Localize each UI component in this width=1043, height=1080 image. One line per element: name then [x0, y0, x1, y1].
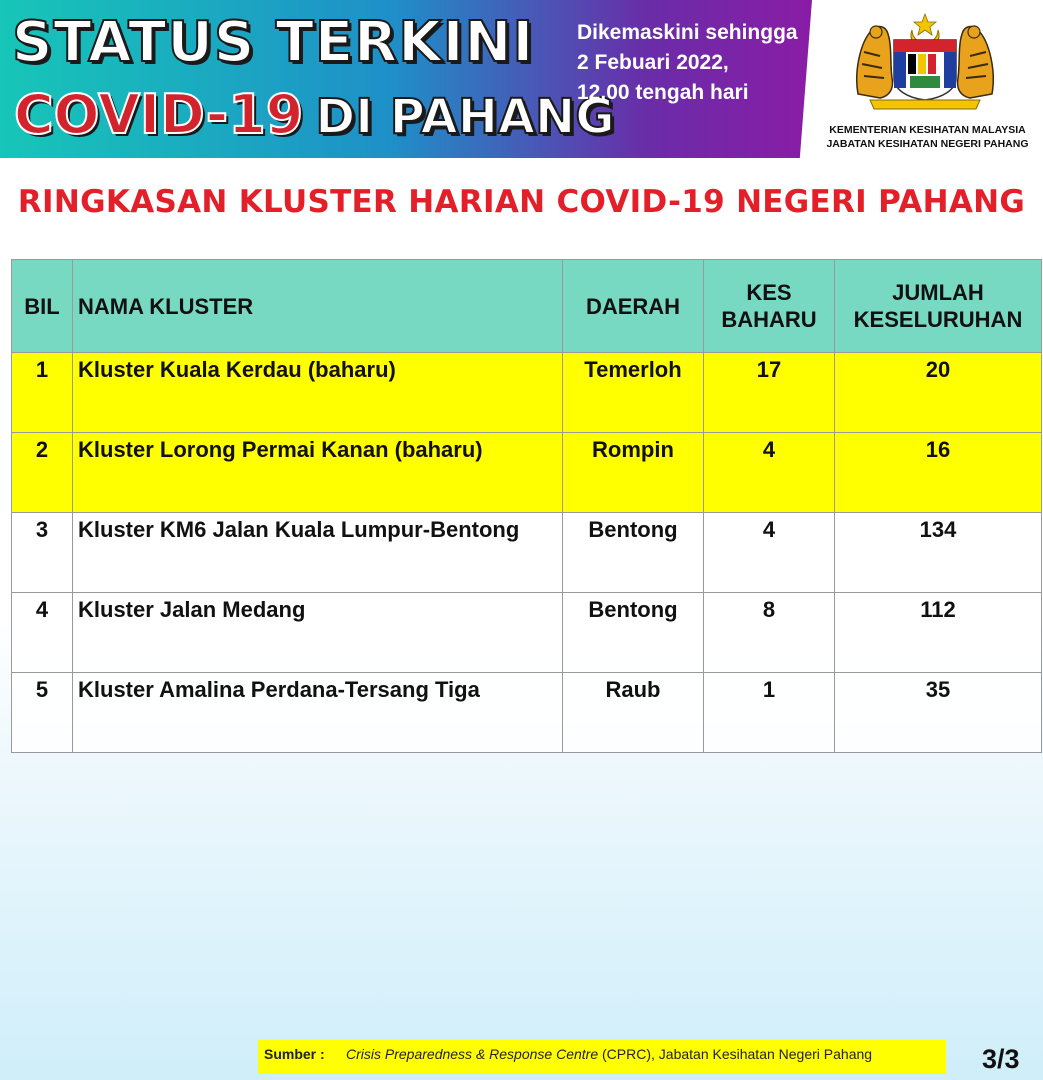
cell-bil: 1: [12, 353, 73, 433]
table-row: [12, 433, 1042, 513]
cell-jumlah: 35: [835, 673, 1042, 753]
update-line: Dikemaskini sehingga: [577, 21, 798, 44]
header-kes-baharu: [704, 260, 835, 353]
cell-nama-kluster: Kluster Lorong Permai Kanan (baharu): [73, 433, 563, 513]
cell-jumlah: 20: [835, 353, 1042, 433]
cell-daerah: Rompin: [563, 433, 704, 513]
header-daerah: DAERAH: [563, 260, 704, 353]
banner-title-place: DI PAHANG: [315, 89, 615, 145]
source-label: Sumber :: [264, 1046, 325, 1062]
header-kes-line1: KES: [746, 280, 792, 305]
update-line: 12.00 tengah hari: [577, 81, 749, 104]
banner-title-covid: COVID-19: [14, 83, 304, 146]
cell-bil: 3: [12, 513, 73, 593]
cell-daerah: Raub: [563, 673, 704, 753]
header-jumlah-line1: JUMLAH: [892, 280, 984, 305]
cell-bil: 2: [12, 433, 73, 513]
malaysia-coat-of-arms-icon: [850, 12, 1000, 112]
header-nama-kluster: NAMA KLUSTER: [73, 260, 563, 353]
table-row: [12, 673, 1042, 753]
update-line: 2 Febuari 2022,: [577, 51, 729, 74]
ministry-name: [812, 123, 1043, 151]
page-indicator: 3/3: [982, 1044, 1020, 1074]
cell-daerah: Bentong: [563, 513, 704, 593]
source-note: [258, 1040, 946, 1074]
header-jumlah-keseluruhan: [835, 260, 1042, 353]
header-kes-line2: BAHARU: [721, 307, 817, 332]
cell-kes-baharu: 4: [704, 513, 835, 593]
page-title: RINGKASAN KLUSTER HARIAN COVID-19 NEGERI PAHANG: [17, 184, 1026, 220]
cell-nama-kluster: Kluster Amalina Perdana-Tersang Tiga: [73, 673, 563, 753]
source-italic: Crisis Preparedness & Response Centre: [346, 1046, 599, 1062]
cell-kes-baharu: 4: [704, 433, 835, 513]
cell-kes-baharu: 8: [704, 593, 835, 673]
table-row: [12, 593, 1042, 673]
update-timestamp: [577, 18, 807, 108]
cell-nama-kluster: Kluster KM6 Jalan Kuala Lumpur-Bentong: [73, 513, 563, 593]
cell-daerah: Bentong: [563, 593, 704, 673]
banner-title-status: STATUS TERKINI: [12, 10, 535, 75]
banner-title-line2: [8, 82, 615, 150]
ministry-line: KEMENTERIAN KESIHATAN MALAYSIA: [829, 124, 1026, 136]
cell-kes-baharu: 17: [704, 353, 835, 433]
cell-kes-baharu: 1: [704, 673, 835, 753]
source-rest: (CPRC), Jabatan Kesihatan Negeri Pahang: [598, 1046, 873, 1062]
cell-nama-kluster: Kluster Jalan Medang: [73, 593, 563, 673]
header-bil: BIL: [12, 260, 73, 353]
cell-bil: 5: [12, 673, 73, 753]
cell-daerah: Temerloh: [563, 353, 704, 433]
department-line: JABATAN KESIHATAN NEGERI PAHANG: [826, 138, 1029, 150]
table-row: [12, 513, 1042, 593]
cell-jumlah: 134: [835, 513, 1042, 593]
table-header-row: [12, 260, 1042, 353]
cluster-table: [11, 259, 1042, 753]
header-jumlah-line2: KESELURUHAN: [853, 307, 1023, 332]
cell-jumlah: 112: [835, 593, 1042, 673]
cell-jumlah: 16: [835, 433, 1042, 513]
table-row: [12, 353, 1042, 433]
cell-bil: 4: [12, 593, 73, 673]
source-text: [346, 1041, 872, 1067]
cell-nama-kluster: Kluster Kuala Kerdau (baharu): [73, 353, 563, 433]
